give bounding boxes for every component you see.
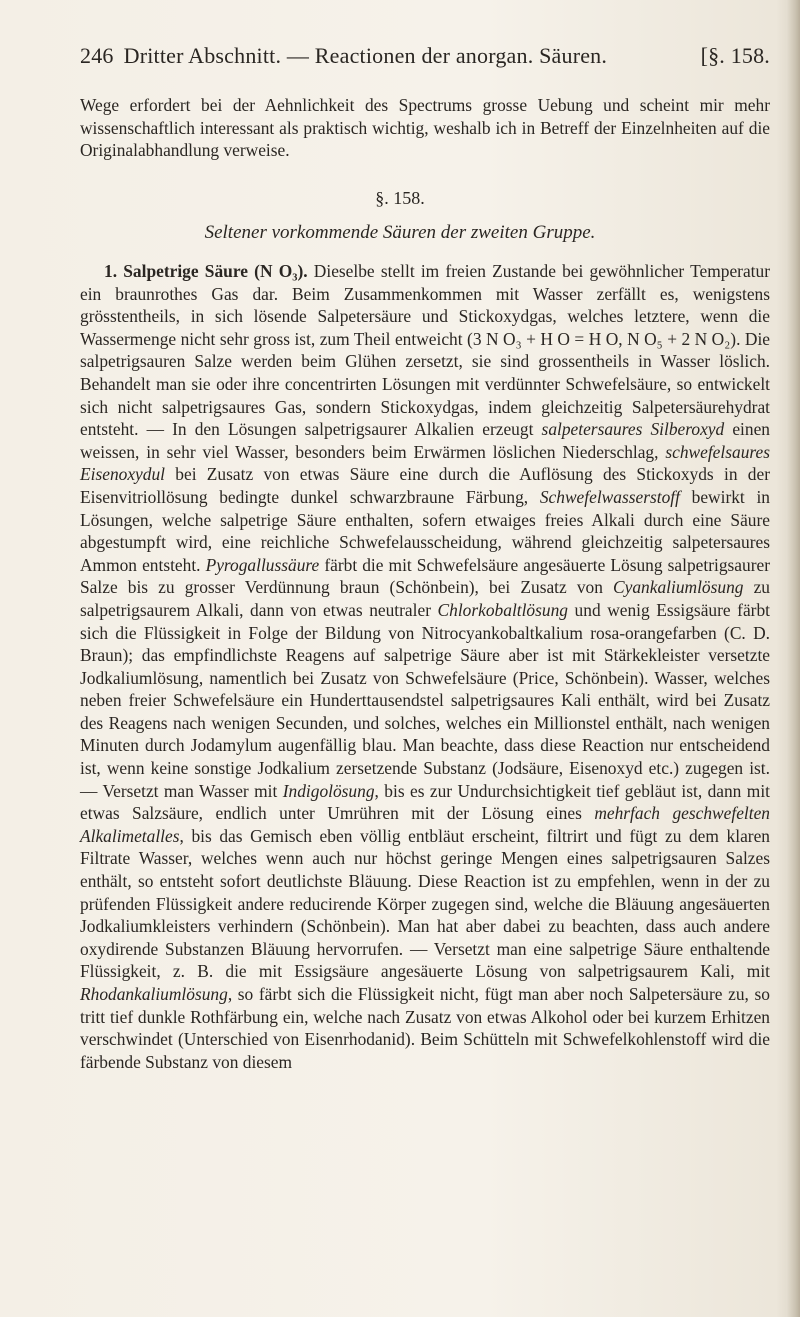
body-text-segment: zu salpetrigsaurem Alkali, dann von etwas neutraler — [80, 577, 770, 620]
intro-text: Wege erfordert bei der Aehnlichkeit des Spectrums grosse Uebung und scheint mir mehr wissenschaftlich interessant als praktisch wichtig, weshalb ich in Betreff der Einzelnheiten auf die Originalabhandlung verweise. — [80, 95, 770, 161]
section-number: §. 158. — [375, 188, 425, 208]
body-text-segment: bei Zusatz von etwas Säure eine durch die Auflösung des Stickoxyds in der Eisenvitriollösung bedingte dunkel schwarzbraune Färbung, — [80, 464, 770, 507]
section-reference: [§. 158. — [700, 43, 770, 68]
body-text-segment: , bis es zur Undurchsichtigkeit tief gebläut ist, dann mit etwas Salzsäure, endlich unter Umrühren mit der Lösung eines — [80, 780, 770, 824]
italic-term: mehrfach geschwefelten Alkalimetalles — [80, 803, 770, 846]
italic-term: Schwefelwasserstoff — [539, 486, 680, 507]
running-header — [80, 43, 770, 69]
item-1-paragraph — [80, 260, 770, 1073]
body-text-segment: Dieselbe stellt im freien Zustande bei gewöhnlicher Temperatur ein braunrothes Gas dar. Beim Zusammenkommen mit Wasser zerfällt es, wenigstens grösstentheils, in sich lösende Salpetersäure und Stickoxydgas, welches letztere, wenn die Wassermenge nicht sehr gross ist, zum Theil entweicht (3 N O₃ + H O = H O, N O₅ + 2 N O₂). Die salpetrigsauren Salze werden beim Glühen zersetzt, sie sind grossentheils in Wasser löslich. Behandelt man sie oder ihre concentrirten Lösungen mit verdünnter Schwefelsäure, so entwickelt sich nicht salpetrigsaures Gas, sondern Stickoxydgas, indem gleichzeitig Salpetersäurehydrat entsteht. — In den Lösungen salpetrigsaurer Alkalien erzeugt — [80, 261, 770, 440]
body-text-segment: und wenig Essigsäure färbt sich die Flüssigkeit in Folge der Bildung von Nitrocyankobaltkalium rosa-orangefarben (C. D. Braun); das empfindlichste Reagens auf salpetrige Säure aber ist mit Stärkekleister versetzte Jodkaliumlösung, namentlich bei Zusatz von Schwefelsäure (Price, Schönbein). Wasser, welches neben freier Schwefelsäure ein Hunderttausendstel salpetrigsaures Kali enthält, wird bei Zusatz des Reagens nach wenigen Secunden, und solches, welches ein Millionstel enthält, nach wenigen Minuten durch Jodamylum augenfällig blau. Man beachte, dass diese Reaction nur entscheidend ist, wenn keine sonstige Jodkalium zersetzende Substanz (Jodsäure, Eisenoxyd etc.) zugegen ist. — Versetzt man Wasser mit — [80, 599, 770, 801]
italic-term: Rhodankaliumlösung — [80, 984, 228, 1004]
intro-paragraph — [80, 94, 770, 162]
italic-term: Pyrogallussäure — [205, 554, 320, 575]
italic-term: Cyankaliumlösung — [613, 577, 744, 598]
italic-term: Chlorkobaltlösung — [437, 599, 568, 620]
body-text-segment: einen weissen, in sehr viel Wasser, besonders beim Erwärmen löslichen Niederschlag, — [80, 419, 770, 462]
italic-term: salpetersaures Silberoxyd — [541, 419, 725, 440]
body-text-segment: bewirkt in Lösungen, welche salpetrige Säure enthalten, sofern etwaiges freies Alkali durch eine Säure abgestumpft wird, eine reichliche Schwefelausscheidung, während gleichzeitig salpetersaures Ammon entsteht. — [80, 486, 770, 575]
body-text-segment: , bis das Gemisch eben völlig entbläut erscheint, filtrirt und fügt zu dem klaren Filtrate Wasser, welches wenn auch nur höchst geringe Mengen eines salpetrigsauren Salzes enthält, so entsteht sofort deutlichste Bläuung. Diese Reaction ist zu empfehlen, wenn in der zu prüfenden Flüssigkeit andere reducirende Körper zugegen sind, welche die Bläuung angesäuerten Jodkaliumkleisters verhindern (Schönbein). Man hat aber dabei zu beachten, dass auch andere oxydirende Substanzen Bläuung hervorrufen. — Versetzt man eine salpetrige Säure enthaltende Flüssigkeit, z. B. die mit Essigsäure angesäuerte Lösung von salpetrigsaurem Kali, mit — [80, 825, 770, 982]
body-text-segment: , so färbt sich die Flüssigkeit nicht, fügt man aber noch Salpetersäure zu, so tritt tief dunkle Rothfärbung ein, welche nach Zusatz von etwas Alkohol oder bei kurzem Erhitzen verschwindet (Unterschied von Eisenrhodanid). Beim Schütteln mit Schwefelkohlenstoff wird die färbende Substanz von diesem — [80, 984, 770, 1072]
italic-term: Indigolösung — [282, 780, 375, 801]
running-title: Dritter Abschnitt. — Reactionen der anorgan. Säuren. — [123, 43, 608, 68]
section-title: Seltener vorkommende Säuren der zweiten Gruppe. — [204, 222, 596, 243]
page-number: 246 — [80, 43, 114, 68]
item-1-text — [80, 260, 770, 1073]
italic-term: schwefelsaures Eisenoxydul — [80, 441, 770, 485]
body-text-segment: färbt die mit Schwefelsäure angesäuerte Lösung salpetrigsaurer Salze bis zu grosser Verdünnung braun (Schönbein), bei Zusatz von — [80, 554, 770, 598]
item-1-label: 1. Salpetrige Säure (N O₃). — [104, 261, 308, 281]
